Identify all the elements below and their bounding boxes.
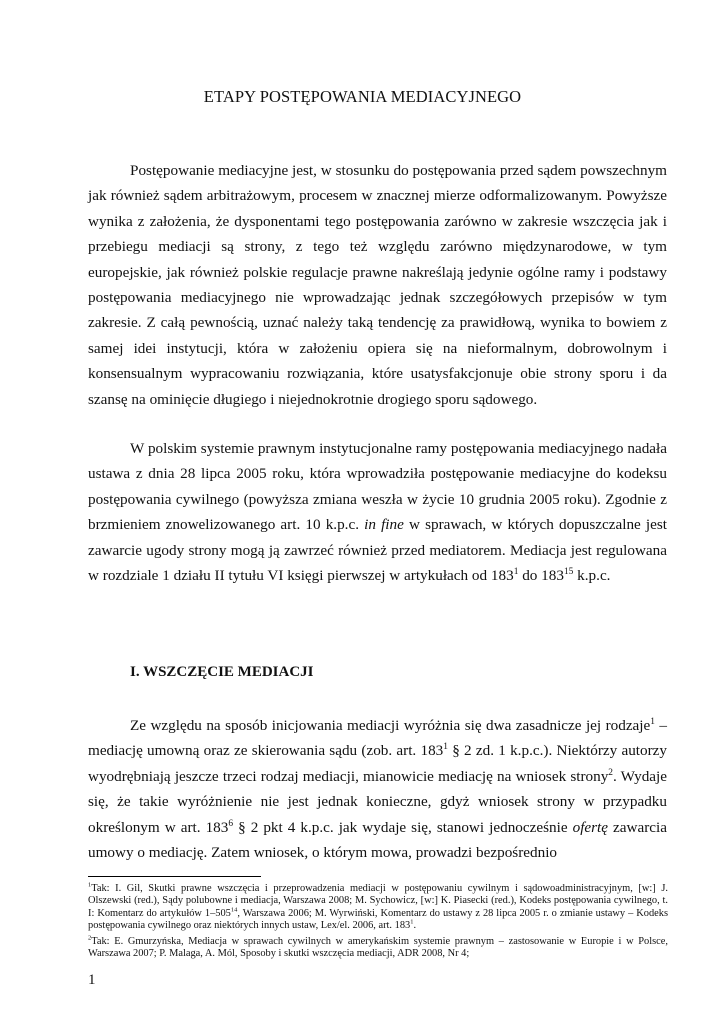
superscript: 1 — [443, 742, 448, 753]
footnote-1-part1: Tak: I. Gil, Skutki prawne wszczęcia i przeprowadzenia mediacji w postępowaniu cywilnym i sądowoadministracyjnym, [w:] J. Olszewski (red.), Sądy polubowne i mediacja, Warszawa 2008; M. Sychowicz, [w:] K. Piasecki (red.), Kodeks postępowania cywilnego, t. I: Komentarz do artykułów 1–505 — [88, 883, 668, 919]
superscript: 15 — [563, 566, 574, 577]
paragraph-3-part2: – mediację umowną oraz ze skierowania sądu (zob. art. 183 — [88, 717, 667, 760]
paragraph-2 — [88, 436, 667, 588]
paragraph-3-part4: . Wydaje się, że takie wyróżnienie nie jest jednak konieczne, gdyż wniosek strony w przypadku określonym w art. 183 — [88, 767, 667, 836]
footnote-2-text: Tak: E. Gmurzyńska, Mediacja w sprawach cywilnych w amerykańskim systemie prawnym – zastosowanie w Europie i w Polsce, Warszawa 2007; P. Malaga, A. Mól, Sposoby i skutki wszczęcia mediacji, ADR 2008, Nr 4; — [88, 936, 668, 960]
paragraph-2-part2: w sprawach, w których dopuszczalne jest zawarcie ugody strony mogą ją zawrzeć również przed mediatorem. Mediacja jest regulowana w rozdziale 1 działu II tytułu VI księgi pierwszej w artykułach od 183 — [88, 516, 667, 585]
italic-in-fine: in fine — [364, 516, 404, 534]
superscript: 1 — [513, 566, 519, 577]
italic-oferte: ofertę — [572, 818, 609, 836]
footnote-ref-1[interactable]: 1 — [650, 716, 655, 727]
superscript: 1 — [410, 918, 414, 926]
paragraph-2-part4: k.p.c. — [573, 567, 611, 585]
footnote-2 — [88, 936, 668, 961]
footnote-number: 2 — [88, 934, 92, 942]
document-title: ETAPY POSTĘPOWANIA MEDIACYJNEGO — [203, 87, 522, 106]
paragraph-3-part1: Ze względu na sposób inicjowania mediacji wyróżnia się dwa zasadnicze jej rodzaje — [130, 717, 651, 734]
section-heading: I. WSZCZĘCIE MEDIACJI — [130, 664, 314, 680]
paragraph-1 — [88, 158, 667, 412]
footnote-1-part2: , Warszawa 2006; M. Wyrwiński, Komentarz do ustawy z 28 lipca 2005 r. o zmianie ustawy – Kodeks postępowania cywilnego oraz niektórych innych ustaw, Lex/el. 2006, art. 183 — [88, 907, 668, 932]
footnote-separator — [88, 876, 261, 877]
paragraph-2-text — [88, 436, 667, 588]
paragraph-3 — [88, 713, 667, 865]
footnote-ref-2[interactable]: 2 — [608, 767, 613, 778]
footnote-1 — [88, 883, 668, 933]
paragraph-3-part5: § 2 pkt 4 k.p.c. jak wydaje się, stanowi jednocześnie — [233, 818, 573, 836]
footnote-1-part3: . — [413, 920, 417, 932]
superscript: 14 — [230, 906, 238, 914]
paragraph-1-text: Postępowanie mediacyjne jest, w stosunku do postępowania przed sądem powszechnym jak również sądem arbitrażowym, procesem w znacznej mierze odformalizowanym. Powyższe wynika z założenia, że dysponentami tego postępowania zarówno w zakresie wszczęcia jak i przebiegu mediacji są strony, z tego też względu zarówno międzynarodowe, w tym europejskie, jak również polskie regulacje prawne nakreślają jedynie ogólne ramy i podstawy postępowania mediacyjnego nie wprowadzając jednak szczegółowych przepisów w tym zakresie. Z całą pewnością, uznać należy taką tendencję za prawidłową, wynika to bowiem z samej idei instytucji, która w założeniu opiera się na nieformalnym, dobrowolnym i konsensualnym wypracowaniu rozwiązania, które usatysfakcjonuje obie strony sporu i da szansę na ominięcie długiego i niejednokrotnie drogiego sporu sądowego. — [88, 162, 667, 408]
superscript: 6 — [228, 818, 234, 829]
paragraph-3-part3: § 2 zd. 1 k.p.c.). Niektórzy autorzy wyodrębniają jeszcze trzeci rodzaj mediacji, mianowicie mediację na wniosek strony — [88, 742, 668, 785]
page-number: 1 — [88, 972, 96, 988]
paragraph-3-text — [88, 713, 667, 865]
footnote-number: 1 — [88, 881, 92, 889]
paragraph-2-part3: do 183 — [518, 567, 564, 585]
paragraph-3-part6: zawarcia umowy o mediację. Zatem wniosek, o którym mowa, prowadzi bezpośrednio — [88, 818, 668, 862]
paragraph-2-part1: W polskim systemie prawnym instytucjonalne ramy postępowania mediacyjnego nadała ustawa z dnia 28 lipca 2005 roku, która wprowadziła postępowanie mediacyjne do kodeksu postępowania cywilnego (powyższa zmiana weszła w życie 10 grudnia 2005 roku). Zgodnie z brzmieniem znowelizowanego art. 10 k.p.c. — [88, 440, 667, 534]
